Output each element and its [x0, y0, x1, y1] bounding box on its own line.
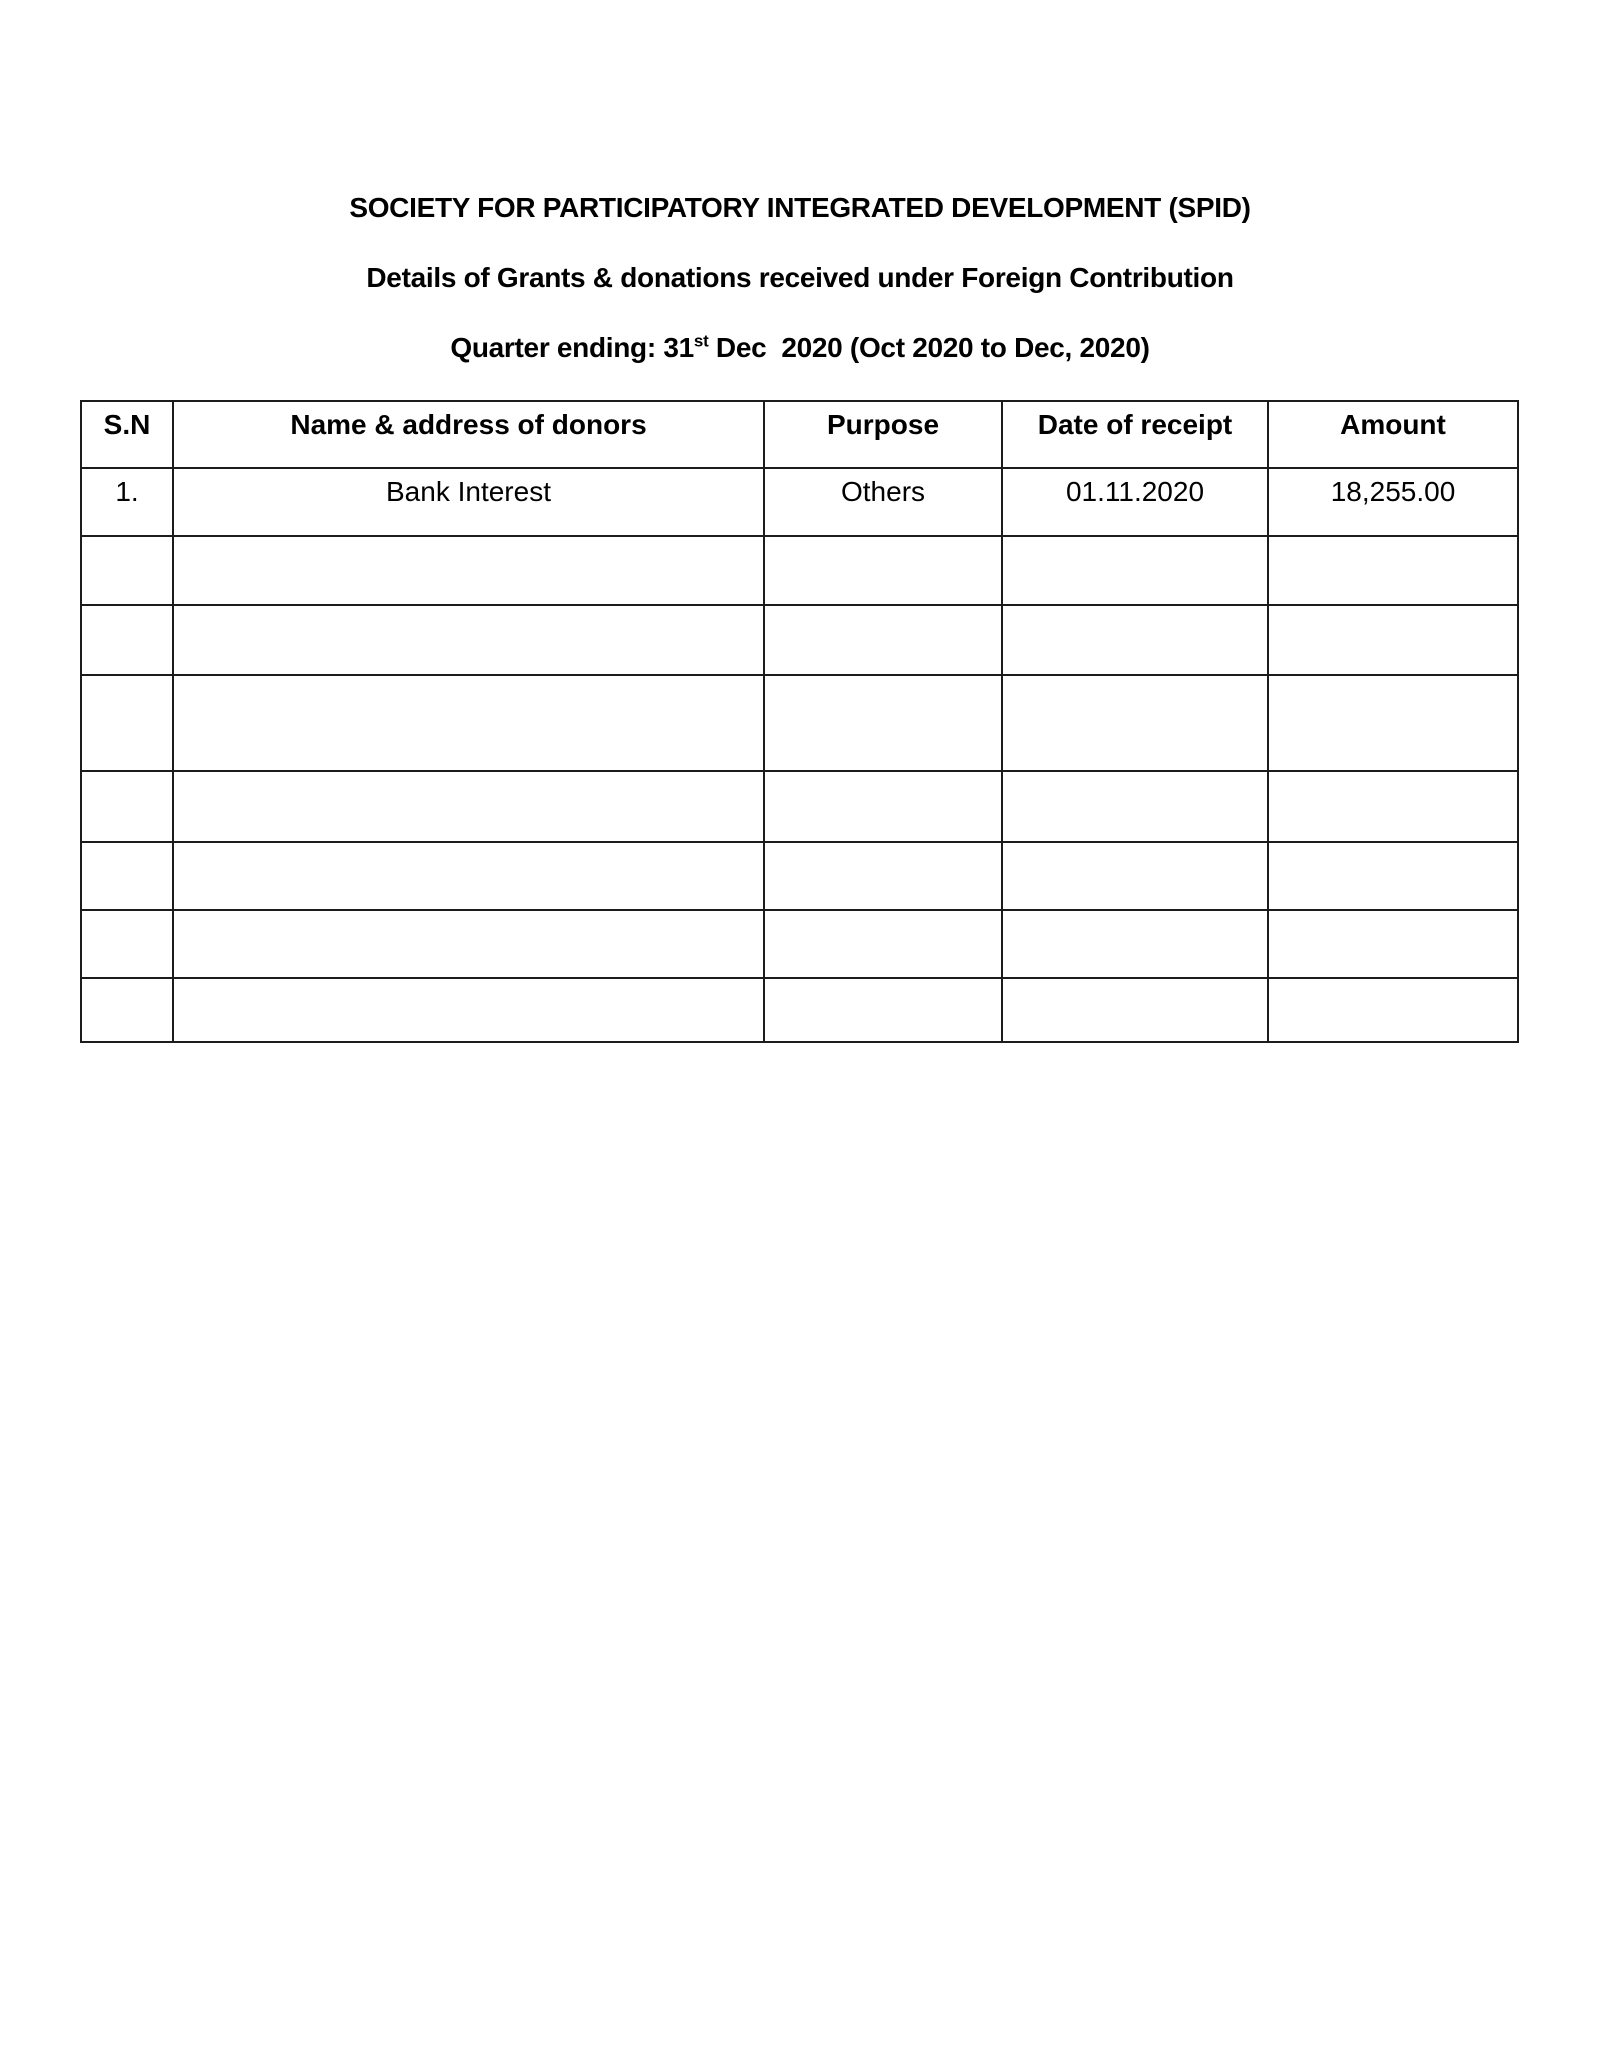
- document-subtitle: Details of Grants & donations received under Foreign Contribution: [366, 262, 1234, 293]
- cell-donor: [173, 910, 764, 978]
- column-header-amount: Amount: [1268, 401, 1518, 468]
- ordinal-superscript: st: [693, 331, 709, 351]
- cell-sn: [81, 842, 173, 910]
- grants-donations-table: [80, 400, 1519, 1043]
- cell-donor: [173, 771, 764, 842]
- quarter-prefix: Quarter ending: 31: [450, 332, 694, 363]
- document-title: SOCIETY FOR PARTICIPATORY INTEGRATED DEVELOPMENT (SPID): [349, 192, 1251, 223]
- cell-donor: [173, 675, 764, 771]
- column-header-donors: Name & address of donors: [173, 401, 764, 468]
- table-row: [81, 978, 1518, 1042]
- cell-amount: 18,255.00: [1268, 468, 1518, 536]
- cell-date: [1002, 771, 1268, 842]
- cell-date: [1002, 978, 1268, 1042]
- cell-sn: [81, 910, 173, 978]
- cell-donor: [173, 842, 764, 910]
- cell-purpose: [764, 536, 1002, 605]
- cell-sn: [81, 771, 173, 842]
- cell-purpose: [764, 910, 1002, 978]
- cell-donor: [173, 536, 764, 605]
- cell-amount: [1268, 910, 1518, 978]
- cell-sn: [81, 978, 173, 1042]
- cell-date: [1002, 536, 1268, 605]
- cell-date: [1002, 910, 1268, 978]
- cell-date: [1002, 605, 1268, 675]
- column-header-date: Date of receipt: [1002, 401, 1268, 468]
- cell-purpose: [764, 842, 1002, 910]
- cell-amount: [1268, 978, 1518, 1042]
- cell-donor: [173, 605, 764, 675]
- table-header-row: [81, 401, 1518, 468]
- table-row: [81, 675, 1518, 771]
- cell-sn: [81, 536, 173, 605]
- cell-date: [1002, 675, 1268, 771]
- cell-purpose: [764, 605, 1002, 675]
- column-header-sn: S.N: [81, 401, 173, 468]
- cell-amount: [1268, 842, 1518, 910]
- cell-date: [1002, 842, 1268, 910]
- table-row: [81, 468, 1518, 536]
- cell-sn: [81, 675, 173, 771]
- quarter-ending-line: [0, 330, 1600, 366]
- cell-amount: [1268, 771, 1518, 842]
- cell-donor: [173, 978, 764, 1042]
- cell-date: 01.11.2020: [1002, 468, 1268, 536]
- table-row: [81, 842, 1518, 910]
- cell-sn: [81, 605, 173, 675]
- document-headings: [0, 0, 1600, 366]
- cell-amount: [1268, 605, 1518, 675]
- cell-purpose: [764, 771, 1002, 842]
- cell-donor: Bank Interest: [173, 468, 764, 536]
- table-row: [81, 771, 1518, 842]
- table-row: [81, 536, 1518, 605]
- cell-purpose: [764, 675, 1002, 771]
- cell-amount: [1268, 536, 1518, 605]
- cell-purpose: Others: [764, 468, 1002, 536]
- table-row: [81, 910, 1518, 978]
- cell-sn: 1.: [81, 468, 173, 536]
- table-row: [81, 605, 1518, 675]
- cell-amount: [1268, 675, 1518, 771]
- quarter-suffix: Dec 2020 (Oct 2020 to Dec, 2020): [708, 332, 1150, 363]
- cell-purpose: [764, 978, 1002, 1042]
- column-header-purpose: Purpose: [764, 401, 1002, 468]
